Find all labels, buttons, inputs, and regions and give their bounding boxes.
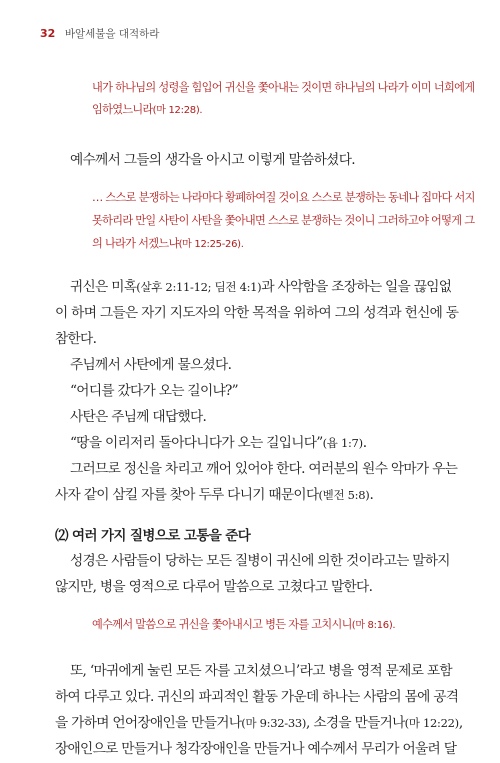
paragraph-2-line5: “어디를 갔다가 오는 길이냐?” (70, 383, 238, 399)
paragraph-2-line8: 그러므로 정신을 차리고 깨어 있어야 한다. 여러분의 원수 악마가 우는 (70, 461, 458, 477)
page-number: 32 (40, 27, 56, 40)
book-title: 바알세불을 대적하라 (64, 28, 160, 40)
scripture-ref: (마 9:32-33) (241, 716, 307, 730)
quote2-line2: 못하리라 만일 사탄이 사탄을 쫓아내면 스스로 분쟁하는 것이니 그러하고야 어떻게 그 (92, 214, 475, 227)
quote2-line1: … 스스로 분쟁하는 나라마다 황폐하여질 것이요 스스로 분쟁하는 동네나 집마다 서지 (92, 191, 475, 204)
quote1-line2: 임하였느니라(마 12:28). (92, 103, 203, 116)
paragraph-2-line2: 이 하며 그들은 자기 지도자의 악한 목적을 위하여 그의 성격과 헌신에 동 (55, 305, 459, 321)
scripture-ref: (살후 2:11-12; 딤전 4:1) (136, 280, 262, 294)
scripture-ref: (마 8:16). (351, 620, 396, 631)
paragraph-2-line4: 주님께서 사탄에게 물으셨다. (70, 357, 232, 373)
paragraph-2-line6: 사탄은 주님께 대답했다. (70, 409, 207, 425)
paragraph-3-line2: 않지만, 병을 영적으로 다루어 말씀으로 고쳤다고 말한다. (55, 579, 373, 595)
paragraph-2-line7: “땅을 이리저리 돌아다니다가 오는 길입니다”(욥 1:7). (70, 435, 367, 451)
paragraph-2-line1: 귀신은 미혹(살후 2:11-12; 딤전 4:1)과 사악함을 조장하는 일을 끊임없 (70, 279, 452, 295)
paragraph-1: 예수께서 그들의 생각을 아시고 이렇게 말씀하셨다. (70, 152, 355, 168)
scripture-ref: (마 12:25-26). (178, 239, 244, 250)
scripture-ref: (마 12:22) (404, 716, 459, 730)
scripture-ref: (마 12:28). (152, 105, 203, 116)
quote1-line1: 내가 하나님의 성령을 힘입어 귀신을 쫓아내는 것이면 하나님의 나라가 이미 너희에게 (92, 81, 475, 94)
section-heading: ⑵ 여러 가지 질병으로 고통을 준다 (55, 528, 251, 544)
paragraph-2-line9: 사자 같이 삼킬 자를 찾아 두루 다니기 때문이다(벧전 5:8). (55, 487, 374, 503)
paragraph-2-line3: 참한다. (55, 331, 97, 347)
paragraph-3-line1: 성경은 사람들이 당하는 모든 질병이 귀신에 의한 것이라고는 말하지 (70, 553, 450, 569)
running-header (40, 26, 159, 41)
scripture-ref: (욥 1:7) (322, 436, 363, 450)
paragraph-4-line4: 장애인으로 만들거나 청각장애인을 만들거나 예수께서 무리가 어울려 달 (55, 741, 457, 757)
paragraph-4-line2: 하여 다루고 있다. 귀신의 파괴적인 활동 가운데 하나는 사람의 몸에 공격 (55, 689, 459, 705)
quote2-line3: 의 나라가 서겠느냐(마 12:25-26). (92, 237, 244, 250)
paragraph-4-line1: 또, ‘마귀에게 눌린 모든 자를 고치셨으니’라고 병을 영적 문제로 포함 (70, 663, 452, 679)
scripture-ref: (벧전 5:8) (318, 488, 370, 502)
quote3: 예수께서 말씀으로 귀신을 쫓아내시고 병든 자를 고치시니(마 8:16). (92, 618, 396, 631)
paragraph-4-line3: 을 가하며 언어장애인을 만들거나(마 9:32-33), 소경을 만들거나(마 12:22), (55, 715, 463, 731)
